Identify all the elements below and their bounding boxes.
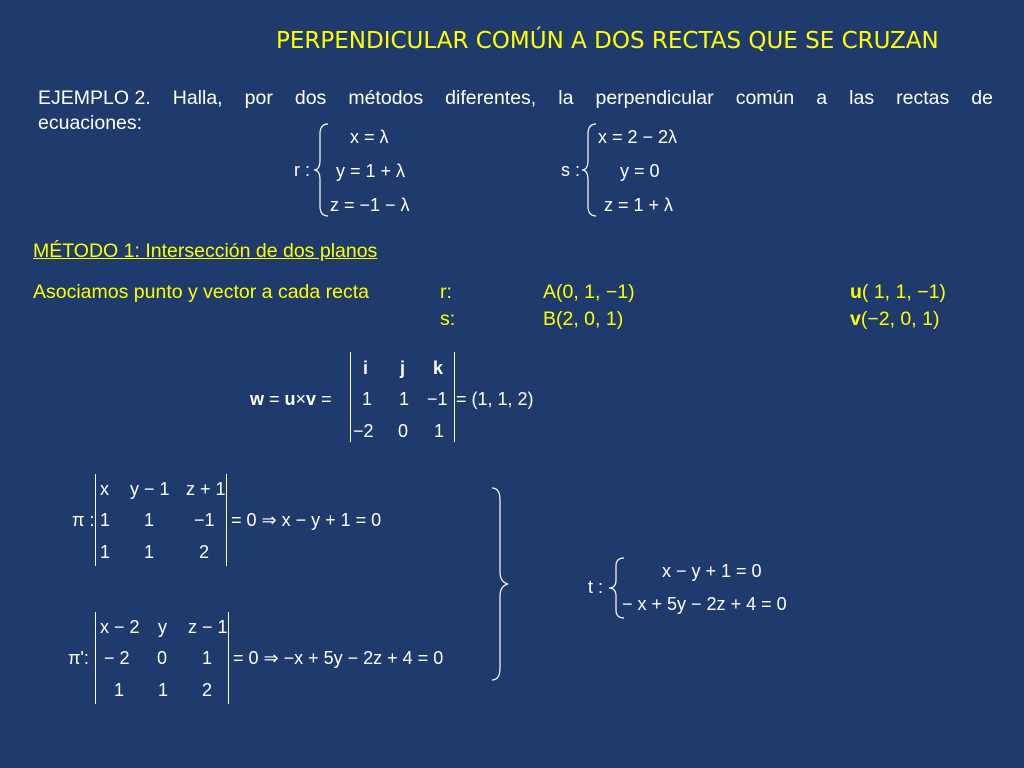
intro-word: común	[735, 87, 795, 109]
intro-word: a	[816, 87, 828, 109]
cross-result: = (1, 1, 2)	[456, 389, 534, 409]
line-r-label: r :	[294, 160, 310, 180]
det-cell: 1	[100, 510, 111, 530]
problem-statement	[38, 86, 993, 136]
det-cell: x − 2	[100, 617, 140, 637]
det-cell: 1	[362, 389, 373, 409]
point-b: B(2, 0, 1)	[543, 308, 624, 330]
det-cell: −1	[427, 389, 448, 409]
vector-v-components: (−2, 0, 1)	[860, 308, 940, 330]
det-cell: 1	[399, 389, 410, 409]
intro-word: la	[558, 87, 574, 109]
intro-line-2: ecuaciones:	[38, 112, 143, 134]
det-cell: 2	[199, 542, 210, 562]
line-r-brace	[312, 122, 332, 218]
plane-pi-equation: = 0 ⇒ x − y + 1 = 0	[231, 510, 382, 530]
line-r-eq3: z = −1 − λ	[330, 195, 410, 215]
intro-word: EJEMPLO 2.	[38, 87, 151, 109]
line-s-eq1: x = 2 − 2λ	[598, 127, 678, 147]
line-t-label: t :	[588, 577, 604, 597]
vector-v	[850, 308, 939, 331]
intro-word: métodos	[348, 87, 424, 109]
det-cell: 0	[157, 648, 168, 668]
u-symbol: u	[284, 389, 296, 409]
system-right-brace	[488, 486, 512, 682]
det-cell: z + 1	[186, 479, 226, 499]
det-cell: k	[433, 358, 444, 378]
det-cell: x	[100, 479, 109, 499]
det-cell: j	[400, 358, 406, 378]
r-label: r:	[440, 281, 452, 303]
intro-word: dos	[294, 87, 327, 109]
line-s-label: s :	[561, 160, 581, 180]
line-r-eq2: y = 1 + λ	[336, 161, 406, 181]
intro-word: de	[971, 87, 993, 109]
plane-pi-prime-label: π':	[68, 648, 89, 668]
line-r-eq1: x = λ	[350, 127, 389, 147]
det-cell: 1	[158, 680, 169, 700]
plane-pi-label: π :	[72, 510, 95, 530]
det-cell: y	[158, 617, 167, 637]
line-s-eq2: y = 0	[620, 161, 660, 181]
method-heading: MÉTODO 1: Intersección de dos planos	[33, 240, 378, 262]
point-a: A(0, 1, −1)	[543, 281, 635, 303]
equals-sign: =	[264, 389, 285, 409]
line-t-eq1: x − y + 1 = 0	[662, 561, 762, 581]
vector-u-components: ( 1, 1, −1)	[861, 281, 946, 303]
intro-word: Halla,	[172, 87, 223, 109]
vector-u-name: u	[850, 281, 862, 303]
vector-v-name: v	[850, 308, 861, 330]
intro-word: rectas	[896, 87, 950, 109]
det-cell: 1	[144, 510, 155, 530]
plane-pi-prime-equation: = 0 ⇒ −x + 5y − 2z + 4 = 0	[233, 648, 444, 668]
intro-word: perpendicular	[595, 87, 714, 109]
w-symbol: w	[250, 389, 265, 409]
assoc-text: Asociamos punto y vector a cada recta	[33, 281, 370, 303]
det-cell: y − 1	[130, 479, 170, 499]
line-s-eq3: z = 1 + λ	[604, 195, 674, 215]
det-cell: i	[363, 358, 369, 378]
det-cell: 2	[202, 680, 213, 700]
cross-lhs	[250, 389, 332, 410]
v-symbol: v	[306, 389, 317, 409]
s-label: s:	[440, 308, 456, 330]
det-cell: 1	[100, 542, 111, 562]
det-cell: 0	[398, 421, 409, 441]
line-t-eq2: − x + 5y − 2z + 4 = 0	[622, 594, 787, 614]
det-cell: 1	[202, 648, 213, 668]
page-title: PERPENDICULAR COMÚN A DOS RECTAS QUE SE CRUZAN	[276, 28, 939, 54]
times-sign: ×	[295, 389, 307, 409]
intro-word: las	[849, 87, 875, 109]
equals-sign: =	[316, 389, 332, 409]
det-cell: 1	[144, 542, 155, 562]
det-cell: −2	[353, 421, 374, 441]
det-cell: − 2	[104, 648, 130, 668]
vector-u	[850, 281, 946, 304]
intro-word: diferentes,	[445, 87, 537, 109]
det-cell: −1	[194, 510, 215, 530]
det-cell: 1	[114, 680, 125, 700]
det-cell: z − 1	[188, 617, 228, 637]
det-cell: 1	[434, 421, 445, 441]
intro-word: por	[244, 87, 273, 109]
line-s-brace	[580, 122, 600, 218]
